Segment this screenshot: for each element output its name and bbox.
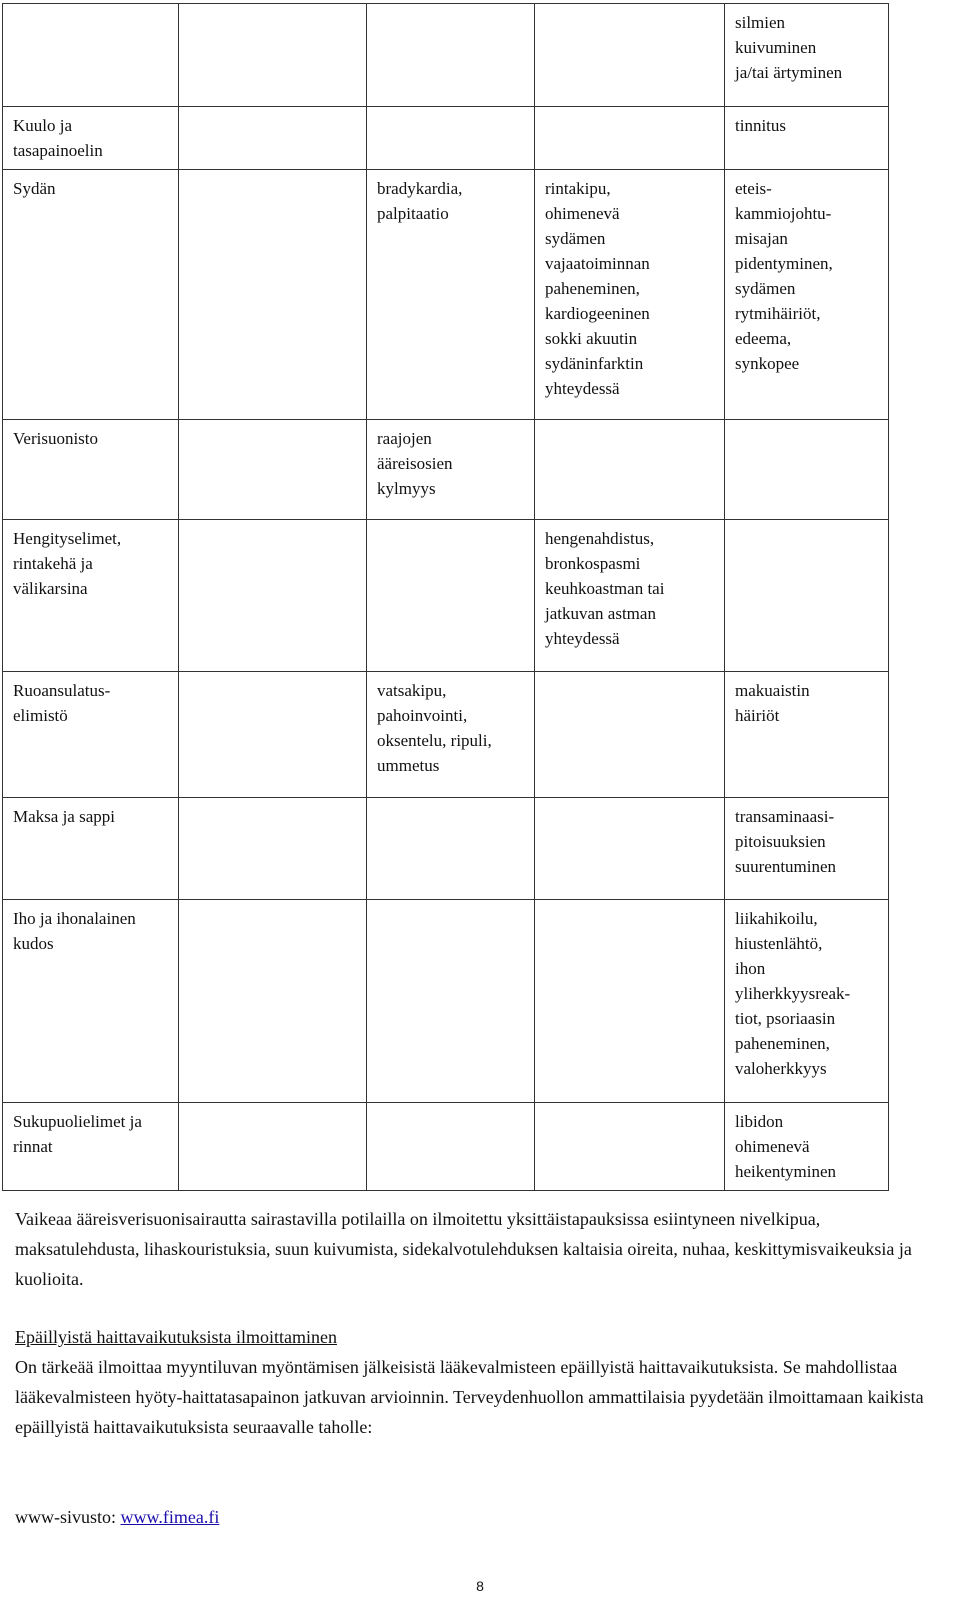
table-cell	[3, 4, 179, 107]
table-cell	[725, 520, 889, 672]
additional-reports-paragraph: Vaikeaa ääreisverisuonisairautta sairastavilla potilailla on ilmoitettu yksittäistapauksissa esiintyneen nivelkipua, maksatulehdusta, lihaskouristuksia, suun kuivumista, sidekalvotulehduksen kaltaisia oireita, nuhaa, keskittymisvaikeuksia ja kuolioita.	[15, 1209, 912, 1289]
side-effects-table	[2, 3, 889, 1191]
table-cell	[179, 1103, 367, 1191]
table-cell	[535, 798, 725, 900]
table-cell	[535, 107, 725, 170]
table-cell	[367, 1103, 535, 1191]
table-cell	[179, 900, 367, 1103]
table-row	[3, 107, 889, 170]
table-cell: silmien kuivuminen ja/tai ärtyminen	[725, 4, 889, 107]
table-cell	[179, 798, 367, 900]
table-cell	[179, 520, 367, 672]
table-cell	[367, 4, 535, 107]
table-cell	[725, 420, 889, 520]
table-cell: rintakipu, ohimenevä sydämen vajaatoiminnan paheneminen, kardiogeeninen sokki akuutin sydäninfarktin yhteydessä	[535, 170, 725, 420]
organ-class-cell: Ruoansulatus- elimistö	[3, 672, 179, 798]
reporting-heading: Epäillyistä haittavaikutuksista ilmoittaminen	[15, 1327, 337, 1347]
table-row	[3, 420, 889, 520]
table-cell: bradykardia, palpitaatio	[367, 170, 535, 420]
table-cell	[367, 798, 535, 900]
table-cell: vatsakipu, pahoinvointi, oksentelu, ripuli, ummetus	[367, 672, 535, 798]
table-cell	[179, 672, 367, 798]
table-cell: makuaistin häiriöt	[725, 672, 889, 798]
table-cell: tinnitus	[725, 107, 889, 170]
table-cell	[535, 900, 725, 1103]
website-line	[15, 1502, 925, 1532]
website-label: www-sivusto:	[15, 1507, 121, 1527]
table-row	[3, 900, 889, 1103]
table-cell	[367, 900, 535, 1103]
table-cell	[367, 520, 535, 672]
organ-class-cell: Sukupuolielimet ja rinnat	[3, 1103, 179, 1191]
table-cell: libidon ohimenevä heikentyminen	[725, 1103, 889, 1191]
organ-class-cell: Sydän	[3, 170, 179, 420]
table-cell	[535, 4, 725, 107]
website-link[interactable]: www.fimea.fi	[120, 1507, 220, 1527]
table-cell: hengenahdistus, bronkospasmi keuhkoastman tai jatkuvan astman yhteydessä	[535, 520, 725, 672]
table-cell	[179, 4, 367, 107]
table-cell: liikahikoilu, hiustenlähtö, ihon yliherkkyysreak- tiot, psoriaasin paheneminen, valoherkkyys	[725, 900, 889, 1103]
table-cell	[535, 420, 725, 520]
table-cell	[179, 170, 367, 420]
reporting-paragraph: On tärkeää ilmoittaa myyntiluvan myöntämisen jälkeisistä lääkevalmisteen epäillyistä haittavaikutuksista. Se mahdollistaa lääkevalmisteen hyöty-haittatasapainon jatkuvan arvioinnin. Terveydenhuollon ammattilaisia pyydetään ilmoittamaan kaikista epäillyistä haittavaikutuksista seuraavalle taholle:	[15, 1357, 924, 1437]
table-cell: transaminaasi- pitoisuuksien suurentuminen	[725, 798, 889, 900]
table-cell: raajojen ääreisosien kylmyys	[367, 420, 535, 520]
table-cell	[535, 1103, 725, 1191]
table-row	[3, 520, 889, 672]
organ-class-cell: Iho ja ihonalainen kudos	[3, 900, 179, 1103]
table-row	[3, 798, 889, 900]
organ-class-cell: Maksa ja sappi	[3, 798, 179, 900]
table-row	[3, 170, 889, 420]
organ-class-cell: Hengityselimet, rintakehä ja välikarsina	[3, 520, 179, 672]
table-row	[3, 672, 889, 798]
table-row	[3, 4, 889, 107]
table-cell	[367, 107, 535, 170]
table-cell	[179, 420, 367, 520]
table-cell	[535, 672, 725, 798]
organ-class-cell: Kuulo ja tasapainoelin	[3, 107, 179, 170]
page-number: 8	[476, 1578, 484, 1594]
table-row	[3, 1103, 889, 1191]
table-cell	[179, 107, 367, 170]
table-cell: eteis- kammiojohtu- misajan pidentyminen, sydämen rytmihäiriöt, edeema, synkopee	[725, 170, 889, 420]
organ-class-cell: Verisuonisto	[3, 420, 179, 520]
